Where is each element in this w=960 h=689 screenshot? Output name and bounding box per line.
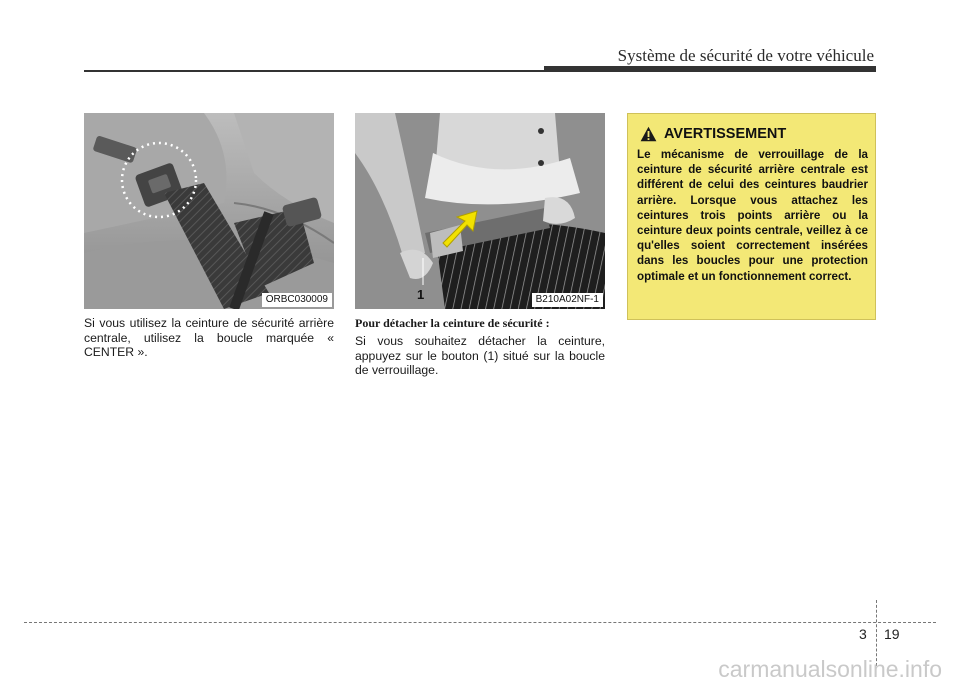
figure-code-label: B210A02NF-1 bbox=[532, 293, 603, 307]
warning-triangle-icon bbox=[640, 126, 657, 142]
figure-center-buckle bbox=[84, 113, 334, 309]
footer-rule bbox=[24, 622, 936, 623]
callout-number: 1 bbox=[417, 287, 425, 302]
warning-title: AVERTISSEMENT bbox=[664, 126, 787, 142]
release-instruction: Si vous souhaitez détacher la ceinture, appuyez sur le bouton (1) situé sur la boucle de verrouillage. bbox=[355, 334, 605, 377]
center-belt-instruction: Si vous utilisez la ceinture de sécurité arrière centrale, utilisez la boucle marquée « CENTER ». bbox=[84, 316, 334, 359]
release-heading: Pour détacher la ceinture de sécurité : bbox=[355, 316, 550, 330]
figure-code-label: ORBC030009 bbox=[262, 293, 332, 307]
warning-header bbox=[640, 124, 786, 144]
page-number: 19 bbox=[884, 626, 900, 642]
page-header-title: Système de sécurité de votre véhicule bbox=[617, 46, 874, 65]
button-dot bbox=[538, 160, 544, 166]
watermark: carmanualsonline.info bbox=[718, 656, 942, 682]
button-dot bbox=[538, 128, 544, 134]
figure-release-buckle bbox=[355, 113, 605, 309]
warning-text: Le mécanisme de verrouillage de la ceinture de sécurité arrière centrale est différent de celui des ceintures baudrier arrière. Lorsque vous attachez les ceintures trois points arrière ou la ceinture deux points centrale, veillez à ce qu'elles soient correctement insérées dans les boucles pour une protection optimale et un fonctionnement correct. bbox=[637, 148, 868, 283]
seat-belt-center-illustration bbox=[84, 113, 334, 309]
seat-belt-release-illustration bbox=[355, 113, 605, 309]
warning-box bbox=[627, 113, 876, 320]
chapter-number: 3 bbox=[859, 626, 867, 642]
header-rule-accent bbox=[544, 66, 876, 72]
